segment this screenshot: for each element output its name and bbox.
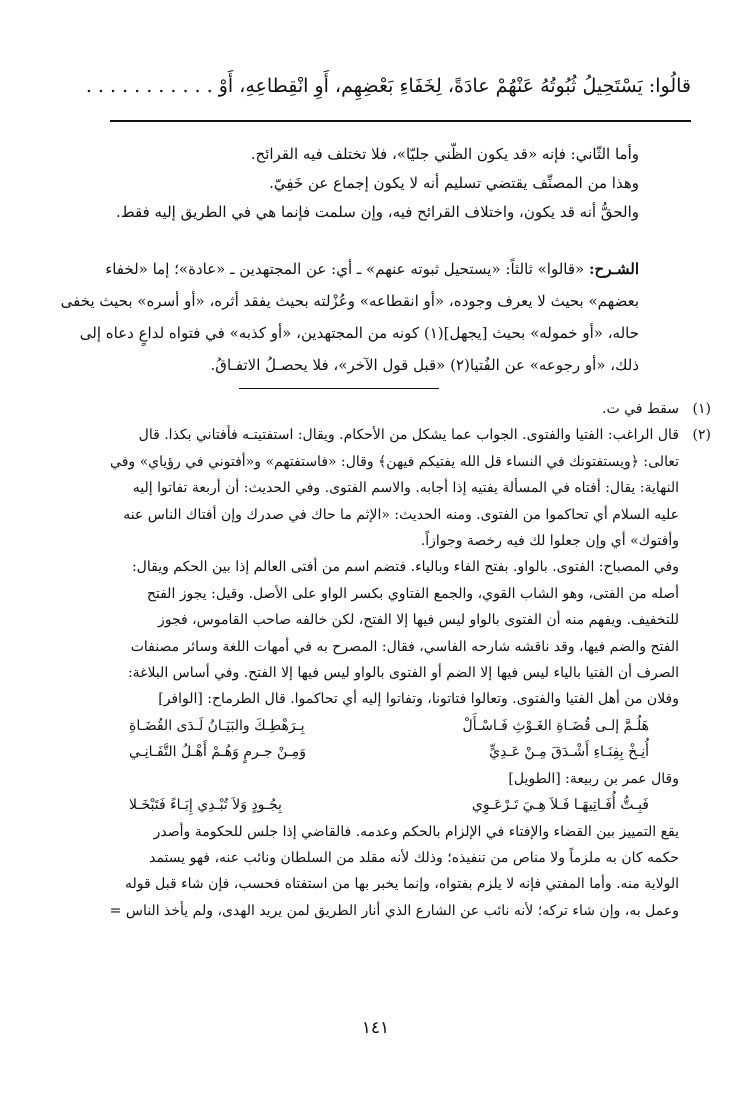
footnote-line: وعمل به، وإن شاء تركه؛ لأنه نائب عن الشارع الذي أنار الطريق لمن يريد الهدى، ولم يأخذ الناس =	[109, 902, 679, 919]
intro-line: وأما الثّاني: فإنه «قد يكون الظّني جليّا»، فلا تختلف فيه القرائح.	[250, 145, 639, 163]
sharh-first-line	[99, 253, 639, 285]
intro-line: والحقُّ أنه قد يكون، واختلاف القرائح فيه، وإن سلمت فإنما هي في الطريق إليه فقط.	[115, 203, 639, 221]
footnote-1	[79, 396, 711, 422]
footnote-line: الصرف أن الفتيا بالياء ليس فيها إلا الضم أو الفتوى بالواو ليس فيها إلا الفتح. وفي أساس البلاغة:	[127, 665, 679, 682]
sharh-label: الشـرح:	[588, 260, 639, 278]
footnote-2	[79, 422, 711, 924]
verse-first-hemistich: فَبِـتُّ أُفَـاتِيهَـا فَـلاَ هِـيَ تَـرْعَـوِي	[471, 797, 649, 814]
footnote-line: يقع التمييز بين القضاء والإفتاء في الإلزام بالحكم وعدمه. فالقاضي إذا جلس للحكومة وأصدر	[153, 823, 679, 840]
footnote-line: وأفتوك» أي وإن جعلوا لك فيه رخصة وجوازاً.	[420, 533, 679, 550]
sharh-line: ذلك، «أو رجوعه» عن الفُتيا(٢) «قبل قول الآخر»، فلا يحصـلُ الاتفـاقُ.	[210, 356, 639, 374]
footnote-line: وفلان من أهل الفتيا والفتوى. وتعالوا فتاتونا، وتفاتوا إليه أي تحاكموا. قال الطرماح: [الوافر]	[158, 691, 679, 708]
verse-second-hemistich: بِـرَهْطِـكَ والبَيَـانُ لَـدَى القُضَـاةِ	[129, 717, 305, 734]
footnotes	[79, 396, 711, 924]
poem-verse	[129, 792, 649, 818]
footnote-line: عليه السلام أي تحاكموا من الفتوى. ومنه الحديث: «الإثم ما حاك في صدرك وإن أفتاك الناس عنه	[123, 506, 679, 523]
footnote-line: قال الراغب: الفتيا والفتوى. الجواب عما يشكل من الأحكام. ويقال: استفتيتـه فأفتاني بكذا. قال	[138, 427, 679, 444]
verse-first-hemistich: هَلُـمَّ إلـى قُضَـاةِ الغَـوْثِ فَـاسْـأَلْ	[462, 717, 649, 734]
poem-intro: وقال عمر بن ربيعة: [الطويل]	[508, 770, 679, 787]
footnote-line: الفتح والضم فيها، وقد ناقشه شارحه الفاسي، فقال: المصرح به في أمهات اللغة وسائر مصنفات	[130, 638, 679, 655]
intro-paragraph	[99, 140, 639, 227]
poem-verse	[129, 713, 649, 739]
intro-line: وهذا من المصنِّف يقتضي تسليم أنه لا يكون إجماع عن خَفِيّ.	[269, 174, 639, 192]
footnote-text: سقط في ت.	[602, 401, 679, 417]
sharh-line: حاله، «أو خموله» بحيث [يجهل](١) كونه من المجتهدين، «أو كذبه» في فتواه لداعٍ دعاه إلى	[79, 324, 639, 342]
footnote-line: النهاية: يقال: أفتاه في المسألة يفتيه إذا أجابه. والاسم الفتوى. وفي الحديث: أن أربعة تفاتوا إليه	[132, 480, 679, 497]
verse-second-hemistich: بِجُـودٍ وَلاَ تُبْـدِي إِبَـاءً فَتَبْخَـلا	[129, 797, 282, 814]
verse-first-hemistich: أُنِـخْ بِفِنَـاءِ أَشْـدَقَ مِـنْ عَـدِيٍّ	[489, 744, 649, 761]
page-number: ١٤١	[361, 1018, 390, 1038]
footnote-line: للتخفيف. ويفهم منه أن الفتوى بالواو ليس فيها إلا الفتح، لكن خالفه صاحب القاموس، فجوز	[157, 612, 679, 629]
footnote-line: أصله من الفتى، وهو الشاب القوي، والجمع الفتاوي بكسر الواو على الأصل. وقيل: يجوز الفتح	[146, 585, 679, 602]
poem-verse	[129, 739, 649, 765]
footnote-line: تعالى: ﴿ويستفتونك في النساء قل الله يفتيكم فيهن﴾ وقال: «فاستفتهم» و«أفتوني في رؤياي» وفي	[110, 453, 679, 470]
header-rule	[110, 120, 691, 122]
sharh-line: بعضهم» بحيث لا يعرف وجوده، «أو انقطاعه» وعُزْلته بحيث يفقد أثره، «أو أسره» بحيث يخفى	[60, 292, 639, 310]
footnote-number: (١)	[692, 401, 711, 417]
footnote-number: (٢)	[692, 427, 711, 444]
verse-second-hemistich: وَمِـنْ جـرمٍ وَهُـمْ أَهْـلُ التَّفَـانِـي	[129, 744, 307, 761]
sharh-paragraph	[60, 253, 639, 381]
footnote-line: حكمه كان به ملزماً ولا مناص من تنفيذه؛ وذلك لأنه مقلد من السلطان ونائب عنه، فهو يستمد	[149, 849, 679, 866]
footnote-line: الولاية منه. وأما المفتي فإنه لا يلزم بفتواه، وإنما يخبر بها من استفتاه فحسب، فإن شاء قبل قوله	[124, 876, 679, 893]
footnote-rule	[239, 388, 439, 389]
sharh-first-text: «قالوا» ثالثاً: «يستحيل ثبوته عنهم» ـ أي: عن المجتهدين ـ «عادة»؛ إما «لخفاء	[105, 260, 589, 278]
matn-header: قالُوا: يَسْتَحِيلُ ثُبُوتُهُ عَنْهُمْ عادَةً، لِخَفَاءِ بَعْضِهِم، أَوِ انْقِطاعِهِ، أَوْ . . . . . . . . . . .	[85, 75, 691, 97]
footnote-line: وفي المصباح: الفتوى. بالواو. بفتح الفاء وبالياء. فتضم اسم من أفتى العالم إذا بين الحكم ويقال:	[131, 559, 679, 576]
